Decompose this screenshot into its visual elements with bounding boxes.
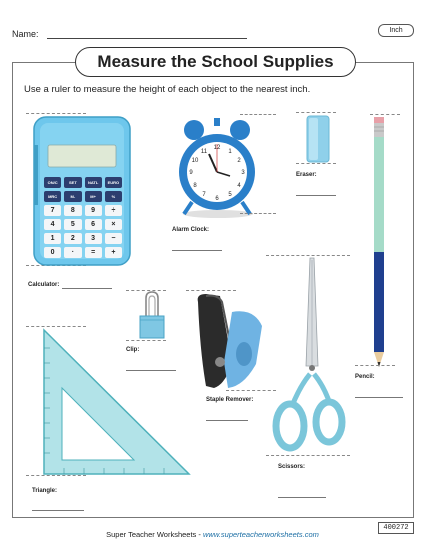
scissors-label: Scissors:	[278, 464, 306, 470]
worksheet-code: 400272	[378, 522, 414, 534]
calculator-key: +	[105, 247, 122, 258]
pencil-label: Pencil:	[355, 374, 375, 380]
calculator-key: 2	[64, 233, 81, 244]
page-title: Measure the School Supplies	[75, 47, 356, 77]
clock-top-guide	[240, 114, 276, 115]
clip-label: Clip:	[126, 347, 140, 353]
calculator-key: 8	[64, 205, 81, 216]
calculator-key: 1	[44, 233, 61, 244]
svg-text:8: 8	[193, 183, 197, 189]
eraser-bottom-guide	[296, 163, 336, 164]
eraser-answer-line[interactable]	[296, 195, 336, 196]
calculator-key: ON/C	[44, 177, 61, 188]
svg-text:3: 3	[241, 170, 245, 176]
eraser-icon	[306, 115, 330, 163]
staple-remover-image	[192, 292, 268, 392]
svg-text:12: 12	[213, 145, 221, 151]
calculator-key: 4	[44, 219, 61, 230]
svg-text:11: 11	[200, 149, 208, 155]
triangle-image	[34, 328, 194, 478]
name-label: Name:	[12, 29, 39, 39]
staple-remover-bottom-guide	[226, 390, 276, 391]
triangle-top-guide	[26, 326, 86, 327]
svg-text:2: 2	[237, 158, 241, 164]
staple-remover-icon	[192, 292, 268, 392]
svg-text:6: 6	[215, 196, 219, 202]
svg-text:1: 1	[228, 149, 232, 155]
alarm-clock-answer-line[interactable]	[172, 250, 222, 251]
calculator-key: ×	[105, 219, 122, 230]
svg-text:5: 5	[228, 192, 232, 198]
scissors-image	[272, 256, 348, 456]
footer	[0, 530, 425, 539]
calculator-key: ÷	[105, 205, 122, 216]
calculator-key: 7	[44, 205, 61, 216]
alarm-clock-image	[172, 114, 262, 219]
calculator-key: 0	[44, 247, 61, 258]
staple-remover-answer-line[interactable]	[206, 420, 248, 421]
calculator-key: SET	[64, 177, 81, 188]
svg-text:7: 7	[202, 192, 206, 198]
footer-brand: Super Teacher Worksheets -	[106, 530, 203, 539]
calculator-key: −	[105, 233, 122, 244]
footer-url-link[interactable]: www.superteacherworksheets.com	[202, 530, 319, 539]
calculator-top-guide	[26, 113, 86, 114]
svg-text:9: 9	[189, 170, 193, 176]
calculator-image	[32, 115, 132, 267]
calculator-key: EURO	[105, 177, 122, 188]
scissors-bottom-guide	[266, 455, 350, 456]
eraser-label: Eraser:	[296, 172, 317, 178]
instructions: Use a ruler to measure the height of each object to the nearest inch.	[24, 84, 311, 95]
pencil-image	[372, 117, 386, 367]
scissors-icon	[272, 256, 348, 456]
pencil-icon	[372, 117, 386, 367]
calculator-key: MRC	[44, 191, 61, 202]
calculator-key: M-	[64, 191, 81, 202]
svg-text:4: 4	[237, 183, 241, 189]
calculator-key: ·	[64, 247, 81, 258]
calculator-key: NATL	[85, 177, 102, 188]
calculator-keypad	[44, 177, 122, 258]
calculator-label: Calculator:	[28, 282, 60, 288]
triangle-label: Triangle:	[32, 488, 58, 494]
unit-badge: Inch	[378, 24, 414, 37]
calculator-key: =	[85, 247, 102, 258]
pencil-answer-line[interactable]	[355, 397, 403, 398]
triangle-ruler-icon	[34, 328, 194, 478]
calculator-key: %	[105, 191, 122, 202]
svg-text:10: 10	[191, 158, 199, 164]
pencil-bottom-guide	[355, 365, 395, 366]
pencil-top-guide	[370, 114, 400, 115]
alarm-clock-icon	[172, 114, 262, 219]
alarm-clock-label: Alarm Clock:	[172, 227, 210, 233]
triangle-answer-line[interactable]	[32, 510, 84, 511]
calculator-key: 6	[85, 219, 102, 230]
calculator-key: 5	[64, 219, 81, 230]
clock-bottom-guide	[240, 213, 276, 214]
triangle-bottom-guide	[26, 475, 86, 476]
name-field-line[interactable]	[47, 38, 247, 39]
eraser-image	[306, 115, 330, 163]
staple-remover-label: Staple Remover:	[206, 397, 254, 403]
calculator-key: M+	[85, 191, 102, 202]
calculator-answer-line[interactable]	[62, 288, 112, 289]
calculator-key: 3	[85, 233, 102, 244]
scissors-answer-line[interactable]	[278, 497, 326, 498]
eraser-top-guide	[296, 112, 336, 113]
calculator-key: 9	[85, 205, 102, 216]
staple-remover-top-guide	[186, 290, 236, 291]
